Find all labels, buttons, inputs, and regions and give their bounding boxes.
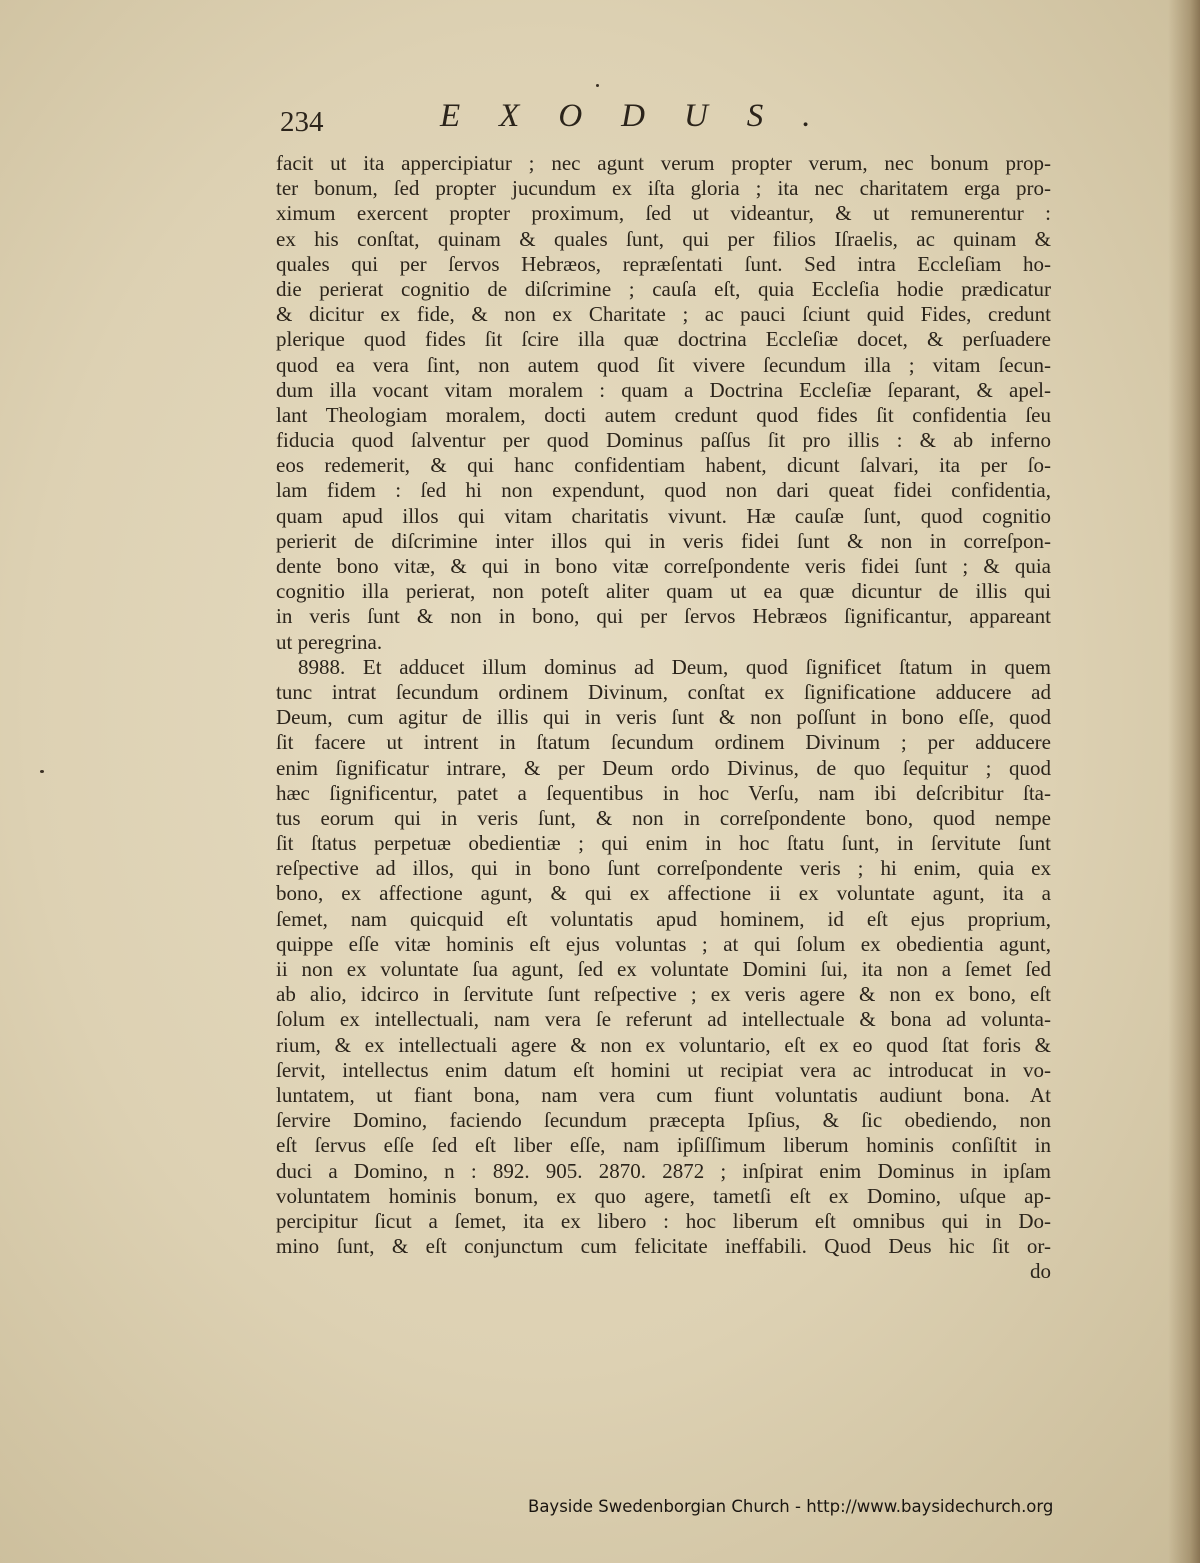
- text-line: lam fidem : ſed hi non expendunt, quod non dari queat fidei confidentia,: [276, 478, 1051, 503]
- text-line: ſolum ex intellectuali, nam vera ſe referunt ad intellectuale & bona ad volunta-: [276, 1007, 1051, 1032]
- text-line: quales qui per ſervos Hebræos, repræſentati ſunt. Sed intra Eccleſiam ho-: [276, 251, 1051, 276]
- text-line: ſervit, intellectus enim datum eſt homini ut recipiat vera ac introducat in vo-: [276, 1057, 1051, 1082]
- text-line: die perierat cognitio de diſcrimine ; cauſa eſt, quia Eccleſia hodie prædicatur: [276, 276, 1051, 301]
- text-line: ſemet, nam quicquid eſt voluntatis apud hominem, id eſt ejus proprium,: [276, 906, 1051, 931]
- text-line: lant Theologiam moralem, docti autem credunt quod fides ſit confidentia ſeu: [276, 402, 1051, 427]
- page-edge-shadow: [1168, 0, 1200, 1563]
- text-line: quippe eſſe vitæ hominis eſt ejus voluntas ; at qui ſolum ex obedientia agunt,: [276, 931, 1051, 956]
- text-line: tunc intrat ſecundum ordinem Divinum, conſtat ex ſignificatione adducere ad: [276, 679, 1051, 704]
- text-line: mino ſunt, & eſt conjunctum cum felicitate ineffabili. Quod Deus hic ſit or-: [276, 1234, 1051, 1259]
- paper-speck: [40, 770, 44, 773]
- paragraph-start-line: 8988. Et adducet illum dominus ad Deum, quod ſignificet ſtatum in quem: [298, 654, 1051, 679]
- running-title: EXODUS.: [440, 98, 850, 134]
- text-line: voluntatem hominis bonum, ex quo agere, tametſi eſt ex Domino, uſque ap-: [276, 1183, 1051, 1208]
- footer-credit: Bayside Swedenborgian Church - http://www.baysidechurch.org: [528, 1497, 1054, 1516]
- text-line: rium, & ex intellectuali agere & non ex voluntario, eſt ex eo quod ſtat foris &: [276, 1032, 1051, 1057]
- text-line: facit ut ita appercipiatur ; nec agunt verum propter verum, nec bonum prop-: [276, 151, 1051, 175]
- text-line: quod ea vera ſint, non autem quod ſit vivere ſecundum illa ; vitam ſecun-: [276, 352, 1051, 377]
- text-line: quam apud illos qui vitam charitatis vivunt. Hæ cauſæ ſunt, quod cognitio: [276, 503, 1051, 528]
- text-line: hæc ſignificentur, patet a ſequentibus in hoc Verſu, nam ibi deſcribitur ſta-: [276, 780, 1051, 805]
- text-line: enim ſignificatur intrare, & per Deum ordo Divinus, de quo ſequitur ; quod: [276, 755, 1051, 780]
- text-line: ſervire Domino, faciendo ſecundum præcepta Ipſius, & ſic obediendo, non: [276, 1108, 1051, 1133]
- page-header: [280, 98, 1040, 146]
- body-text: [276, 151, 1051, 1284]
- text-line: ximum exercent propter proximum, ſed ut videantur, & ut remunerentur :: [276, 201, 1051, 226]
- text-line: dum illa vocant vitam moralem : quam a Doctrina Eccleſiæ ſeparant, & apel-: [276, 377, 1051, 402]
- text-line: cognitio illa perierat, non poteſt aliter quam ut ea quæ dicuntur de illis qui: [276, 579, 1051, 604]
- text-line: duci a Domino, n : 892. 905. 2870. 2872 ; inſpirat enim Dominus in ipſam: [276, 1158, 1051, 1183]
- text-line: Deum, cum agitur de illis qui in veris ſunt & non poſſunt in bono eſſe, quod: [276, 705, 1051, 730]
- text-line: ter bonum, ſed propter jucundum ex iſta gloria ; ita nec charitatem erga pro-: [276, 176, 1051, 201]
- text-line: ſit facere ut intrent in ſtatum ſecundum ordinem Divinum ; per adducere: [276, 730, 1051, 755]
- text-line: ſit ſtatus perpetuæ obedientiæ ; qui enim in hoc ſtatu ſunt, in ſervitute ſunt: [276, 831, 1051, 856]
- paper-speck: [596, 84, 599, 87]
- text-line: percipitur ſicut a ſemet, ita ex libero : hoc liberum eſt omnibus qui in Do-: [276, 1208, 1051, 1233]
- text-line: perierit de diſcrimine inter illos qui in veris fidei ſunt & non in correſpon-: [276, 528, 1051, 553]
- text-line: reſpective ad illos, qui in bono ſunt correſpondente veris ; hi enim, quia ex: [276, 856, 1051, 881]
- text-line: fiducia quod ſalventur per quod Dominus paſſus ſit pro illis : & ab inferno: [276, 428, 1051, 453]
- catchword: do: [1030, 1259, 1051, 1284]
- text-line: luntatem, ut fiant bona, nam vera cum fiunt voluntatis audiunt bona. At: [276, 1082, 1051, 1107]
- text-line: bono, ex affectione agunt, & qui ex affectione ii ex voluntate agunt, ita a: [276, 881, 1051, 906]
- text-line: in veris ſunt & non in bono, qui per ſervos Hebræos ſignificantur, appareant: [276, 604, 1051, 629]
- text-line: plerique quod fides ſit ſcire illa quæ doctrina Eccleſiæ docet, & perſuadere: [276, 327, 1051, 352]
- text-line: tus eorum qui in veris ſunt, & non in correſpondente bono, quod nempe: [276, 805, 1051, 830]
- page-number: 234: [280, 106, 324, 138]
- text-line: ex his conſtat, quinam & quales ſunt, qui per filios Iſraelis, ac quinam &: [276, 226, 1051, 251]
- text-line: ab alio, idcirco in ſervitute ſunt reſpective ; ex veris agere & non ex bono, eſt: [276, 982, 1051, 1007]
- text-line: eos redemerit, & qui hanc confidentiam habent, dicunt ſalvari, ita per ſo-: [276, 453, 1051, 478]
- text-line: dente bono vitæ, & qui in bono vitæ correſpondente veris fidei ſunt ; & quia: [276, 554, 1051, 578]
- text-line: & dicitur ex fide, & non ex Charitate ; ac pauci ſciunt quid Fides, credunt: [276, 302, 1051, 327]
- text-line: ut peregrina.: [276, 629, 383, 654]
- text-line: eſt ſervus eſſe ſed eſt liber eſſe, nam ipſiſſimum liberum hominis conſiſtit in: [276, 1133, 1051, 1158]
- text-line: ii non ex voluntate ſua agunt, ſed ex voluntate Domini ſui, ita non a ſemet ſed: [276, 957, 1051, 981]
